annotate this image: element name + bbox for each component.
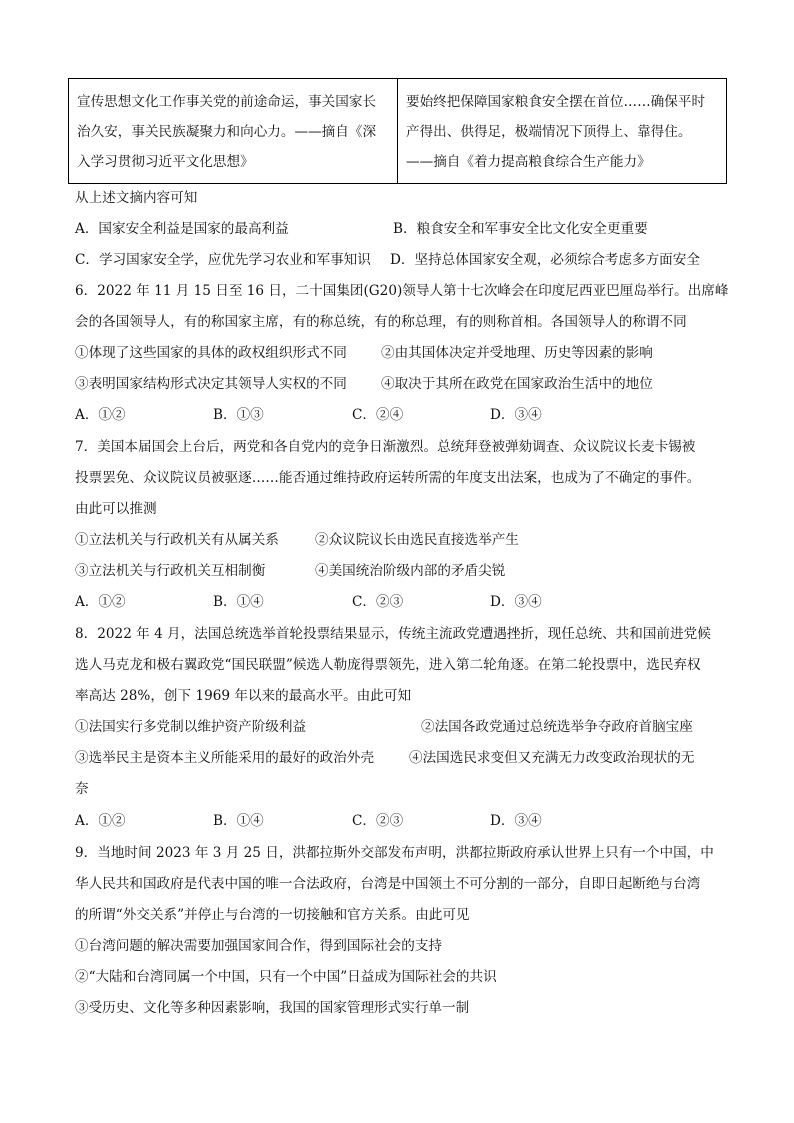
q6-statement-4: ④取决于其所在政党在国家政治生活中的地位 xyxy=(381,376,653,392)
q8-stem-line-1: 8．2022 年 4 月，法国总统选举首轮投票结果显示，传统主流政党遭遇挫折，现任总统、共和国前进党候 xyxy=(75,626,711,642)
q6-statement-1: ①体现了这些国家的具体的政权组织形式不同 xyxy=(75,345,347,361)
q5-stem: 从上述文摘内容可知 xyxy=(75,190,198,206)
q9-statement-3: ③受历史、文化等多种因素影响，我国的国家管理形式实行单一制 xyxy=(75,1000,470,1016)
q8-statement-4-cont: 奈 xyxy=(75,781,89,797)
q6-statement-3: ③表明国家结构形式决定其领导人实权的不同 xyxy=(75,376,347,392)
q7-statement-2: ②众议院议长由选民直接选举产生 xyxy=(315,532,519,548)
q6-stem-line-1: 6．2022 年 11 月 15 日至 16 日，二十国集团(G20)领导人第十七次峰会在印度尼西亚巴厘岛举行。出席峰 xyxy=(75,283,729,299)
q5-option-b: B．粮食安全和军事安全比文化安全更重要 xyxy=(393,221,648,237)
q6-option-a: A．①② xyxy=(75,407,126,423)
q8-stem-line-2: 选人马克龙和极右翼政党“国民联盟”候选人勒庞得票领先，进入第二轮角逐。在第二轮投票中，选民弃权 xyxy=(75,657,701,673)
q7-option-d: D．③④ xyxy=(490,594,542,610)
q8-statement-3: ③选举民主是资本主义所能采用的最好的政治外壳 xyxy=(75,750,375,766)
q7-option-c: C．②③ xyxy=(352,594,404,610)
q8-statement-1: ①法国实行多党制以维护资产阶级利益 xyxy=(75,719,307,735)
q7-stem-line-3: 由此可以推测 xyxy=(75,501,157,517)
q6-option-d: D．③④ xyxy=(490,407,542,423)
q5-option-a: A．国家安全利益是国家的最高利益 xyxy=(75,221,289,237)
q7-stem-line-1: 7．美国本届国会上台后，两党和各自党内的竞争日渐激烈。总统拜登被弹劾调查、众议院议长麦卡锡被 xyxy=(75,439,696,455)
q6-statement-2: ②由其国体决定并受地理、历史等因素的影响 xyxy=(381,345,653,361)
q7-option-b: B．①④ xyxy=(213,594,264,610)
q8-stem-line-3: 率高达 28%，创下 1969 年以来的最高水平。由此可知 xyxy=(75,688,412,704)
q8-option-d: D．③④ xyxy=(490,813,542,829)
q5-option-c: C．学习国家安全学，应优先学习农业和军事知识 xyxy=(75,252,371,268)
q7-statement-3: ③立法机关与行政机关互相制衡 xyxy=(75,563,266,579)
q7-stem-line-2: 投票罢免、众议院议员被驱逐……能否通过维持政府运转所需的年度支出法案，也成为了不确定的事件。 xyxy=(75,470,701,486)
q9-statement-1: ①台湾问题的解决需要加强国家间合作，得到国际社会的支持 xyxy=(75,938,443,954)
quote-cell-right: 要始终把保障国家粮食安全摆在首位……确保平时产得出、供得足，极端情况下顶得上、靠得住。——摘自《着力提高粮食综合生产能力》 xyxy=(398,79,727,184)
q6-stem-line-2: 会的各国领导人，有的称国家主席，有的称总统，有的称总理，有的则称首相。各国领导人的称谓不同 xyxy=(75,314,687,330)
q7-option-a: A．①② xyxy=(75,594,126,610)
q8-statement-2: ②法国各政党通过总统选举争夺政府首脑宝座 xyxy=(421,719,693,735)
quote-table xyxy=(68,78,727,184)
q8-option-c: C．②③ xyxy=(352,813,404,829)
q5-option-d: D．坚持总体国家安全观，必须综合考虑多方面安全 xyxy=(390,252,700,268)
q6-option-b: B．①③ xyxy=(213,407,264,423)
q6-option-c: C．②④ xyxy=(352,407,404,423)
q9-stem-line-1: 9．当地时间 2023 年 3 月 25 日，洪都拉斯外交部发布声明，洪都拉斯政府承认世界上只有一个中国，中 xyxy=(75,845,714,861)
q8-statement-4: ④法国选民求变但又充满无力改变政治现状的无 xyxy=(409,750,695,766)
q7-statement-1: ①立法机关与行政机关有从属关系 xyxy=(75,532,279,548)
q7-statement-4: ④美国统治阶级内部的矛盾尖锐 xyxy=(315,563,506,579)
q9-statement-2: ②“大陆和台湾同属一个中国，只有一个中国”日益成为国际社会的共识 xyxy=(75,969,497,985)
q8-option-b: B．①④ xyxy=(213,813,264,829)
q8-option-a: A．①② xyxy=(75,813,126,829)
quote-cell-left: 宣传思想文化工作事关党的前途命运，事关国家长治久安，事关民族凝聚力和向心力。——摘自《深入学习贯彻习近平文化思想》 xyxy=(69,79,398,184)
q9-stem-line-2: 华人民共和国政府是代表中国的唯一合法政府，台湾是中国领土不可分割的一部分，自即日起断绝与台湾 xyxy=(75,876,701,892)
q9-stem-line-3: 的所谓“外交关系”并停止与台湾的一切接触和官方关系。由此可见 xyxy=(75,907,470,923)
